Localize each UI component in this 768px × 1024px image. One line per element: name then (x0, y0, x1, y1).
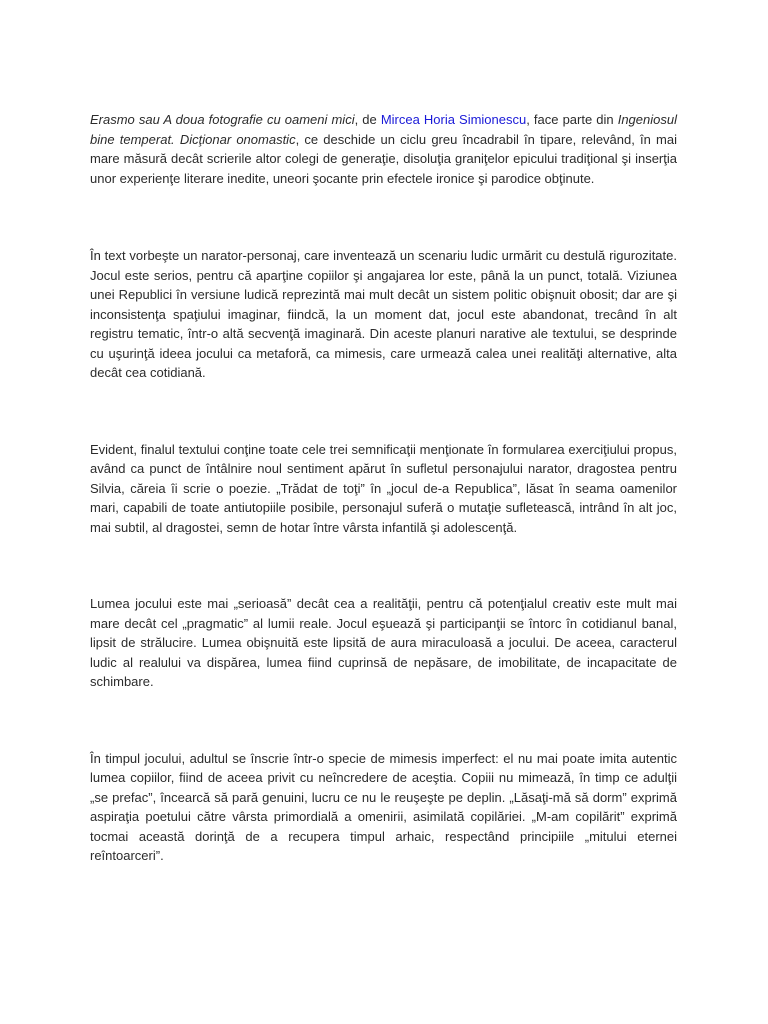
document-body (90, 110, 677, 866)
paragraph-4: Lumea jocului este mai „serioasă” decât cea a realităţii, pentru că potenţialul creativ este mult mai mare decât cel „pragmatic” al lumii reale. Jocul eşuează şi participanţii se întorc în cotidianul banal, lipsit de strălucire. Lumea obişnuită este lipsită de aura miraculoasă a jocului. De aceea, caracterul ludic al realului va dispărea, lumea fiind cuprinsă de nepăsare, de imobilitate, de incapacitate de schimbare. (90, 596, 677, 689)
paragraph-3: Evident, finalul textului conţine toate cele trei semnificaţii menţionate în formularea exerciţiului propus, având ca punct de întâlnire noul sentiment apărut în sufletul personajului narator, dragostea pentru Silvia, căreia îi scrie o poezie. „Trădat de toţi” în „jocul de-a Republica”, lăsat în seama oamenilor mari, capabili de toate antiutopiile posibile, personajul suferă o mutaţie sufletească, intrând în alt joc, mai subtil, al dragostei, semn de hotar între vârsta infantilă şi adolescenţă. (90, 441, 677, 535)
author-link[interactable]: Mircea Horia Simionescu (380, 112, 527, 127)
book-title: Ingeniosul bine temperat. Dicţionar onomastic (90, 112, 677, 147)
separator-text: , de (354, 112, 381, 127)
work-title: Erasmo sau A doua fotografie cu oameni mici (90, 112, 355, 127)
separator-text: , face parte din (526, 112, 618, 127)
paragraph-2: În text vorbeşte un narator-personaj, care inventează un scenariu ludic urmărit cu destulă rigurozitate. Jocul este serios, pentru că aparţine copiilor şi angajarea lor este, până la un punct, totală. Viziunea unei Republici în versiune ludică reprezintă mai mult decât un sistem politic obişnuit obosit; dar are şi inconsistenţa spaţiului imaginar, fiindcă, la un moment dat, jocul este abandonat, trecând în alt registru tematic, într-o altă secvenţă imaginară. Din aceste planuri narative ale textului, se desprinde cu uşurinţă ideea jocului ca metaforă, ca mimesis, care urmează calea unei realităţi alternative, alta decât cea cotidiană. (90, 248, 677, 380)
paragraph-1 (90, 110, 677, 188)
paragraph-1-text: , ce deschide un ciclu greu încadrabil în tipare, relevând, în mai mare măsură decât scrierile altor colegi de generaţie, disoluţia graniţelor epicului tradiţional şi inserţia unor experienţe literare inedite, uneori şocante prin efectele ironice şi parodice obţinute. (90, 131, 678, 186)
paragraph-5: În timpul jocului, adultul se înscrie într-o specie de mimesis imperfect: el nu mai poate imita autentic lumea copiilor, fiind de aceea privit cu neîncredere de aceştia. Copiii nu mimează, în timp ce adulţii „se prefac”, încearcă să pară genuini, lucru ce nu le reuşeşte pe deplin. „Lăsaţi-mă să dorm” exprimă aspiraţia poetului către vârsta primordială a omenirii, asimilată copilăriei. „M-am copilărit” exprimă tocmai această dorinţă de a recupera timpul arhaic, respectând principiile „mitului eternei reîntoarceri”. (90, 750, 677, 863)
